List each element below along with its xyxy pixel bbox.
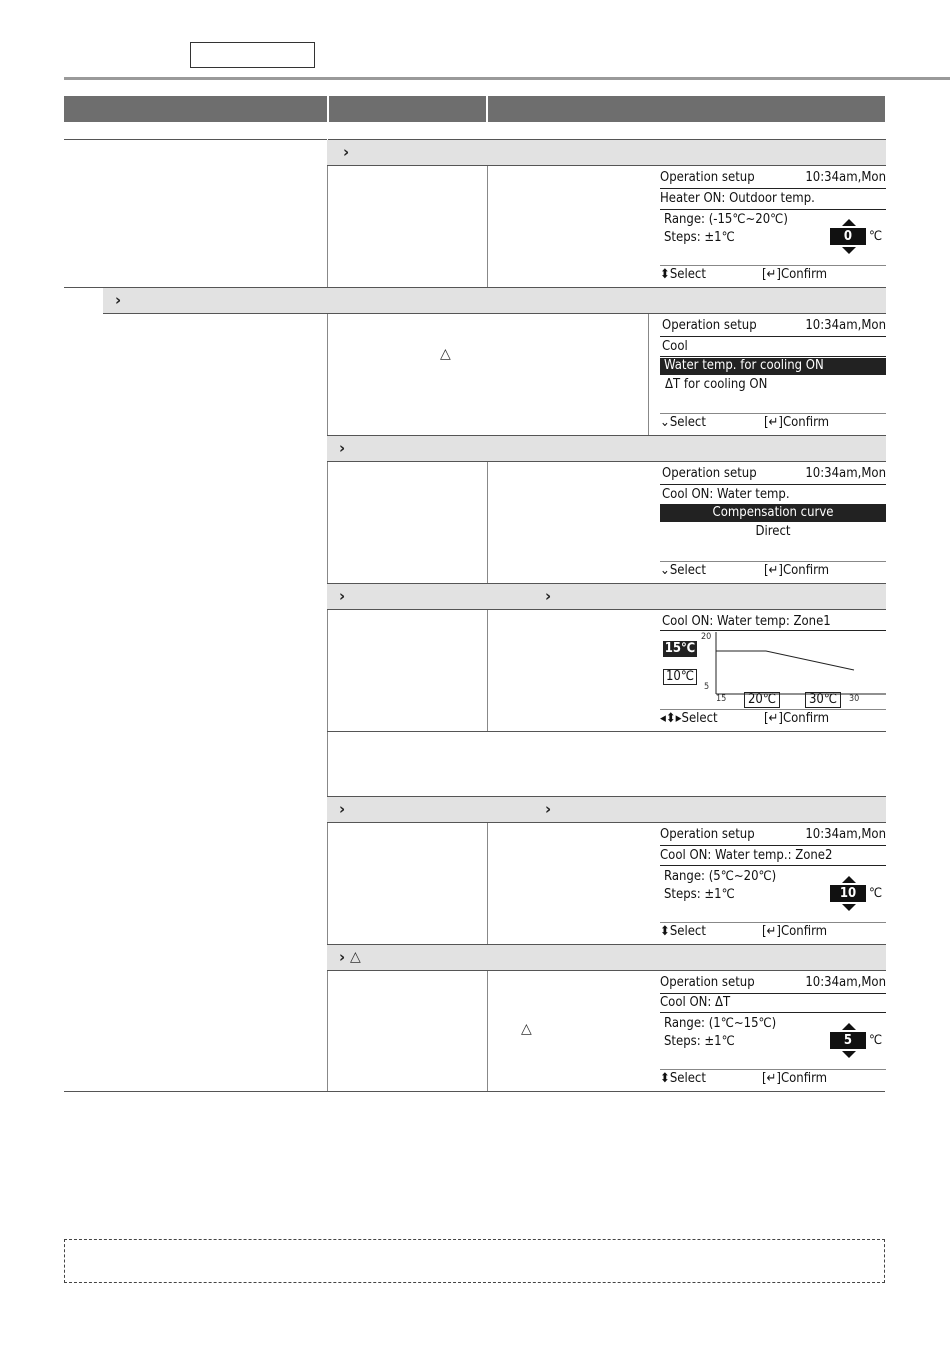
- column-divider: [487, 610, 488, 731]
- unit-label: ℃: [869, 229, 883, 244]
- confirm-label: Confirm: [782, 415, 830, 430]
- screen-divider: [660, 845, 886, 846]
- section-band: [327, 796, 886, 823]
- screen-divider: [660, 709, 886, 710]
- steps-text: Steps: ±1℃: [664, 887, 735, 902]
- section-band: [327, 583, 886, 610]
- table-rule: [327, 731, 886, 732]
- table-header-col1: [64, 96, 327, 122]
- y-axis-min: 5: [704, 682, 710, 692]
- increase-arrow-icon[interactable]: [842, 219, 856, 226]
- range-text: Range: (1℃~15℃): [664, 1016, 777, 1031]
- enter-key-icon: ↵: [768, 563, 779, 578]
- confirm-hint: [↵]Confirm: [764, 415, 830, 430]
- enter-key-icon: ↵: [768, 711, 779, 726]
- lcd-screen-heater-on: [660, 166, 886, 287]
- column-divider: [327, 314, 328, 1091]
- up-down-arrows-icon: ⬍: [660, 924, 670, 939]
- x-axis-max: 30: [849, 694, 860, 704]
- lcd-screen-curve-zone1: [660, 610, 886, 731]
- increase-arrow-icon[interactable]: [842, 876, 856, 883]
- screen-subtitle: Cool ON: Water temp.: [662, 487, 790, 502]
- screen-title: Operation setup: [660, 975, 755, 990]
- screen-divider: [660, 993, 886, 994]
- chevron-right-icon: ›: [343, 143, 350, 161]
- select-label: Select: [669, 563, 706, 578]
- screen-divider: [660, 484, 886, 485]
- curve-line: [716, 651, 854, 670]
- lcd-screen-zone2: [660, 823, 886, 944]
- decrease-arrow-icon[interactable]: [842, 1051, 856, 1058]
- down-arrow-icon: ⌄: [660, 563, 670, 578]
- screen-divider: [660, 356, 886, 357]
- screen-time: 10:34am,Mon: [805, 318, 886, 333]
- confirm-label: Confirm: [782, 711, 830, 726]
- table-header-col2: [329, 96, 486, 122]
- column-divider: [487, 166, 488, 287]
- screen-subtitle: Cool ON: Water temp: Zone1: [662, 614, 831, 629]
- column-divider: [487, 462, 488, 583]
- high-outdoor-temp-value[interactable]: 30℃: [805, 692, 841, 708]
- screen-time: 10:34am,Mon: [805, 827, 886, 842]
- screen-divider: [660, 630, 886, 631]
- enter-key-icon: ↵: [766, 1071, 777, 1086]
- section-label-box: [190, 42, 315, 68]
- delta-icon: △: [350, 949, 361, 965]
- lcd-screen-cool-menu: [660, 314, 886, 435]
- x-axis-min: 15: [716, 694, 727, 704]
- compensation-curve-graph: [712, 632, 886, 696]
- unit-label: ℃: [869, 1033, 883, 1048]
- low-temp-value[interactable]: 10℃: [663, 669, 697, 685]
- confirm-hint: [↵]Confirm: [764, 563, 830, 578]
- screen-time: 10:34am,Mon: [805, 170, 886, 185]
- menu-item[interactable]: ΔT for cooling ON: [665, 377, 768, 392]
- decrease-arrow-icon[interactable]: [842, 904, 856, 911]
- screen-divider: [660, 336, 886, 337]
- screen-subtitle: Heater ON: Outdoor temp.: [660, 191, 815, 206]
- screen-divider: [660, 265, 886, 266]
- value-display[interactable]: 5: [830, 1032, 866, 1049]
- four-way-arrows-icon: ◂⬍▸: [660, 711, 682, 726]
- column-divider: [648, 314, 649, 435]
- increase-arrow-icon[interactable]: [842, 1023, 856, 1030]
- table-bottom-rule: [64, 1091, 885, 1092]
- chevron-right-icon: ›: [339, 439, 346, 457]
- value-display[interactable]: 0: [830, 228, 866, 245]
- select-label: Select: [669, 267, 706, 282]
- value-display[interactable]: 10: [830, 885, 866, 902]
- menu-item[interactable]: Direct: [755, 524, 791, 539]
- section-band: [327, 435, 886, 462]
- column-divider: [487, 823, 488, 944]
- confirm-label: Confirm: [780, 267, 828, 282]
- decrease-arrow-icon[interactable]: [842, 247, 856, 254]
- confirm-hint: [↵]Confirm: [762, 1071, 828, 1086]
- chevron-right-icon: ›: [115, 291, 122, 309]
- confirm-hint: [↵]Confirm: [764, 711, 830, 726]
- screen-divider: [660, 188, 886, 189]
- enter-key-icon: ↵: [766, 267, 777, 282]
- down-arrow-icon: ⌄: [660, 415, 670, 430]
- section-band: [327, 139, 886, 166]
- unit-label: ℃: [869, 886, 883, 901]
- screen-subtitle: Cool ON: Water temp.: Zone2: [660, 848, 833, 863]
- screen-divider: [660, 1012, 886, 1013]
- confirm-hint: [↵]Confirm: [762, 267, 828, 282]
- range-text: Range: (5℃~20℃): [664, 869, 777, 884]
- note-box: [64, 1239, 885, 1283]
- enter-key-icon: ↵: [768, 415, 779, 430]
- select-label: Select: [669, 1071, 706, 1086]
- screen-time: 10:34am,Mon: [805, 975, 886, 990]
- steps-text: Steps: ±1℃: [664, 1034, 735, 1049]
- up-down-arrows-icon: ⬍: [660, 1071, 670, 1086]
- chevron-right-icon: ›: [339, 948, 346, 966]
- column-divider: [487, 971, 488, 1091]
- confirm-label: Confirm: [780, 1071, 828, 1086]
- header-rule: [64, 77, 950, 80]
- screen-divider: [660, 413, 886, 414]
- up-down-arrows-icon: ⬍: [660, 267, 670, 282]
- column-divider: [327, 166, 328, 287]
- section-band: [327, 944, 886, 971]
- chevron-right-icon: ›: [339, 587, 346, 605]
- screen-subtitle: Cool: [662, 339, 688, 354]
- screen-title: Operation setup: [662, 466, 757, 481]
- menu-item-selected[interactable]: Compensation curve: [660, 505, 886, 522]
- screen-divider: [660, 561, 886, 562]
- header-gap: [327, 96, 328, 140]
- y-axis-max: 20: [701, 632, 712, 642]
- table-header-col3: [488, 96, 885, 122]
- screen-divider: [660, 209, 886, 210]
- screen-subtitle: Cool ON: ΔT: [660, 995, 731, 1010]
- select-label: Select: [681, 711, 718, 726]
- chevron-right-icon: ›: [339, 800, 346, 818]
- screen-time: 10:34am,Mon: [805, 466, 886, 481]
- delta-icon: △: [521, 1021, 532, 1037]
- screen-divider: [660, 1069, 886, 1070]
- range-text: Range: (-15℃~20℃): [664, 212, 788, 227]
- screen-divider: [660, 922, 886, 923]
- confirm-label: Confirm: [782, 563, 830, 578]
- lcd-screen-delta-t: [660, 971, 886, 1091]
- lcd-screen-cool-water-temp: [660, 462, 886, 583]
- select-label: Select: [669, 415, 706, 430]
- chevron-right-icon: ›: [545, 587, 552, 605]
- delta-icon: △: [440, 346, 451, 362]
- menu-item-selected[interactable]: Water temp. for cooling ON: [660, 358, 886, 375]
- chevron-right-icon: ›: [545, 800, 552, 818]
- section-band: [103, 287, 886, 314]
- screen-title: Operation setup: [660, 827, 755, 842]
- confirm-label: Confirm: [780, 924, 828, 939]
- high-temp-value[interactable]: 15℃: [664, 641, 696, 656]
- steps-text: Steps: ±1℃: [664, 230, 735, 245]
- select-label: Select: [669, 924, 706, 939]
- screen-title: Operation setup: [662, 318, 757, 333]
- enter-key-icon: ↵: [766, 924, 777, 939]
- confirm-hint: [↵]Confirm: [762, 924, 828, 939]
- low-outdoor-temp-value[interactable]: 20℃: [744, 692, 780, 708]
- screen-title: Operation setup: [660, 170, 755, 185]
- screen-divider: [660, 865, 886, 866]
